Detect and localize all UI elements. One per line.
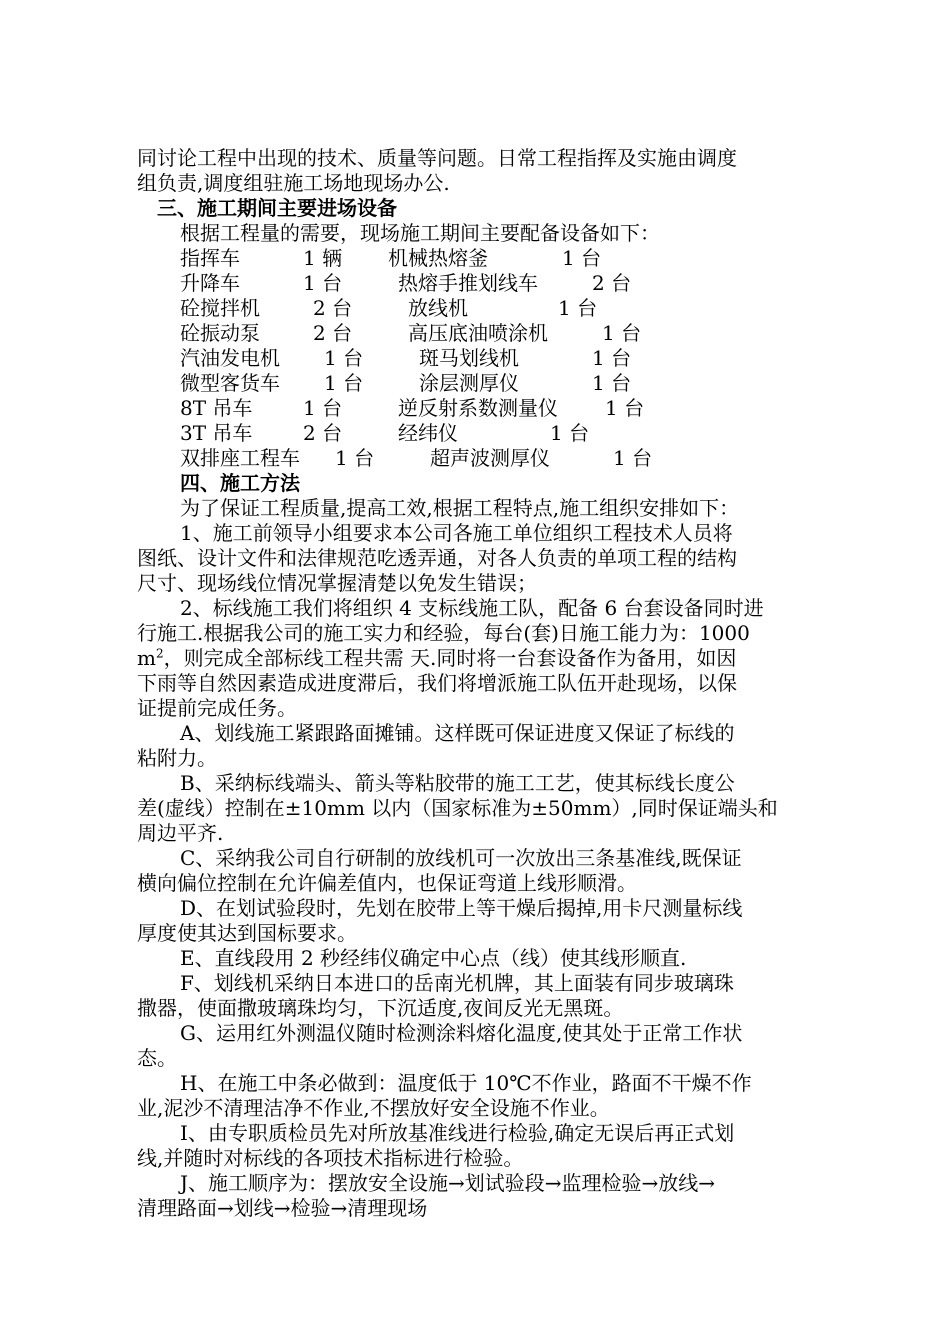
text-line: 2、标线施工我们将组织 4 支标线施工队，配备 6 台套设备同时进 [180, 596, 764, 620]
equipment-qty: 1 辆 [303, 246, 343, 270]
equipment-qty: 1 台 [613, 446, 653, 470]
text-line: F、划线机采纳日本进口的岳南光机牌，其上面装有同步玻璃珠 [180, 971, 734, 995]
equipment-name: 微型客货车 [180, 371, 280, 395]
text-line: 尺寸、现场线位情况掌握清楚以免发生错误； [137, 571, 537, 595]
equipment-qty: 1 台 [605, 396, 645, 420]
equipment-name: 指挥车 [180, 246, 240, 270]
text-line: 差(虚线）控制在±10mm 以内（国家标准为±50mm）,同时保证端头和 [137, 796, 778, 820]
equipment-qty: 1 台 [303, 271, 343, 295]
equipment-qty: 1 台 [550, 421, 590, 445]
text-line: H、在施工中条必做到：温度低于 10℃不作业，路面不干燥不作 [180, 1071, 752, 1095]
text-line: 横向偏位控制在允许偏差值内，也保证弯道上线形顺滑。 [137, 871, 637, 895]
equipment-row [137, 271, 817, 296]
equipment-qty: 1 台 [558, 296, 598, 320]
text-line: A、划线施工紧跟路面摊铺。这样既可保证进度又保证了标线的 [180, 721, 735, 745]
text-line: D、在划试验段时，先划在胶带上等干燥后揭掉,用卡尺测量标线 [180, 896, 743, 920]
equipment-qty: 2 台 [313, 296, 353, 320]
equipment-row [137, 346, 817, 371]
equipment-qty: 1 台 [592, 346, 632, 370]
equipment-qty: 1 台 [324, 346, 364, 370]
equipment-name: 砼振动泵 [180, 321, 260, 345]
text-line: 业,泥沙不清理洁净不作业,不摆放好安全设施不作业。 [137, 1096, 610, 1120]
equipment-qty: 2 台 [303, 421, 343, 445]
text-line: 态。 [137, 1046, 177, 1070]
equipment-qty: 1 台 [602, 321, 642, 345]
unit-superscript: 2 [155, 646, 164, 661]
equipment-name: 热熔手推划线车 [398, 271, 538, 295]
equipment-row [137, 296, 817, 321]
equipment-row [137, 446, 817, 471]
equipment-name: 超声波测厚仪 [430, 446, 550, 470]
equipment-name: 3T 吊车 [180, 421, 253, 445]
text-line: 行施工.根据我公司的施工实力和经验，每台(套)日施工能力为：1000 [137, 621, 750, 645]
equipment-list [137, 246, 817, 471]
equipment-row [137, 371, 817, 396]
equipment-qty: 1 台 [592, 371, 632, 395]
equipment-name: 砼搅拌机 [180, 296, 260, 320]
text-line: 周边平齐. [137, 821, 224, 845]
equipment-name: 高压底油喷涂机 [408, 321, 548, 345]
equipment-row [137, 421, 817, 446]
equipment-name: 斑马划线机 [419, 346, 519, 370]
equipment-row [137, 321, 817, 346]
text-line: 图纸、设计文件和法律规范吃透弄通，对各人负责的单项工程的结构 [137, 546, 737, 570]
text-line: 撒器，使面撒玻璃珠均匀，下沉适度,夜间反光无黑斑。 [137, 996, 624, 1020]
equipment-qty: 1 台 [562, 246, 602, 270]
text-span: ，则完成全部标线工程共需 天.同时将一台套设备作为备用，如因 [163, 646, 737, 670]
section-heading: 三、施工期间主要进场设备 [157, 196, 397, 220]
equipment-qty: 2 台 [592, 271, 632, 295]
equipment-name: 8T 吊车 [180, 396, 253, 420]
text-line: B、采纳标线端头、箭头等粘胶带的施工工艺，使其标线长度公 [180, 771, 735, 795]
text-line: 同讨论工程中出现的技术、质量等问题。日常工程指挥及实施由调度 [137, 146, 737, 170]
equipment-row [137, 396, 817, 421]
equipment-qty: 1 台 [335, 446, 375, 470]
equipment-name: 机械热熔釜 [388, 246, 488, 270]
text-line: I、由专职质检员先对所放基准线进行检验,确定无误后再正式划 [180, 1121, 735, 1145]
section-heading: 四、施工方法 [180, 471, 300, 495]
equipment-qty: 2 台 [313, 321, 353, 345]
equipment-row [137, 246, 817, 271]
text-line: 证提前完成任务。 [137, 696, 297, 720]
equipment-name: 涂层测厚仪 [419, 371, 519, 395]
text-line: 组负责,调度组驻施工场地现场办公. [137, 171, 450, 195]
equipment-name: 双排座工程车 [180, 446, 300, 470]
text-line: 根据工程量的需要，现场施工期间主要配备设备如下： [180, 221, 660, 245]
equipment-name: 汽油发电机 [180, 346, 280, 370]
equipment-name: 放线机 [408, 296, 468, 320]
equipment-qty: 1 台 [303, 396, 343, 420]
text-line: 1、施工前领导小组要求本公司各施工单位组织工程技术人员将 [180, 521, 733, 545]
text-line: 厚度使其达到国标要求。 [137, 921, 357, 945]
text-line: J、施工顺序为：摆放安全设施→划试验段→监理检验→放线→ [180, 1171, 716, 1195]
equipment-name: 经纬仪 [398, 421, 458, 445]
text-line: 粘附力。 [137, 746, 217, 770]
equipment-name: 逆反射系数测量仪 [398, 396, 558, 420]
text-line: E、直线段用 2 秒经纬仪确定中心点（线）使其线形顺直. [180, 946, 687, 970]
text-line: 下雨等自然因素造成进度滞后，我们将增派施工队伍开赴现场，以保 [137, 671, 737, 695]
unit-text: m [137, 646, 156, 670]
text-line: 清理路面→划线→检验→清理现场 [137, 1196, 428, 1220]
text-line: C、采纳我公司自行研制的放线机可一次放出三条基准线,既保证 [180, 846, 742, 870]
text-line: G、运用红外测温仪随时检测涂料熔化温度,使其处于正常工作状 [180, 1021, 743, 1045]
text-line [137, 646, 817, 671]
text-line: 为了保证工程质量,提高工效,根据工程特点,施工组织安排如下： [180, 496, 740, 520]
document-page [137, 146, 817, 1221]
equipment-qty: 1 台 [324, 371, 364, 395]
equipment-name: 升降车 [180, 271, 240, 295]
text-line: 线,并随时对标线的各项技术指标进行检验。 [137, 1146, 524, 1170]
